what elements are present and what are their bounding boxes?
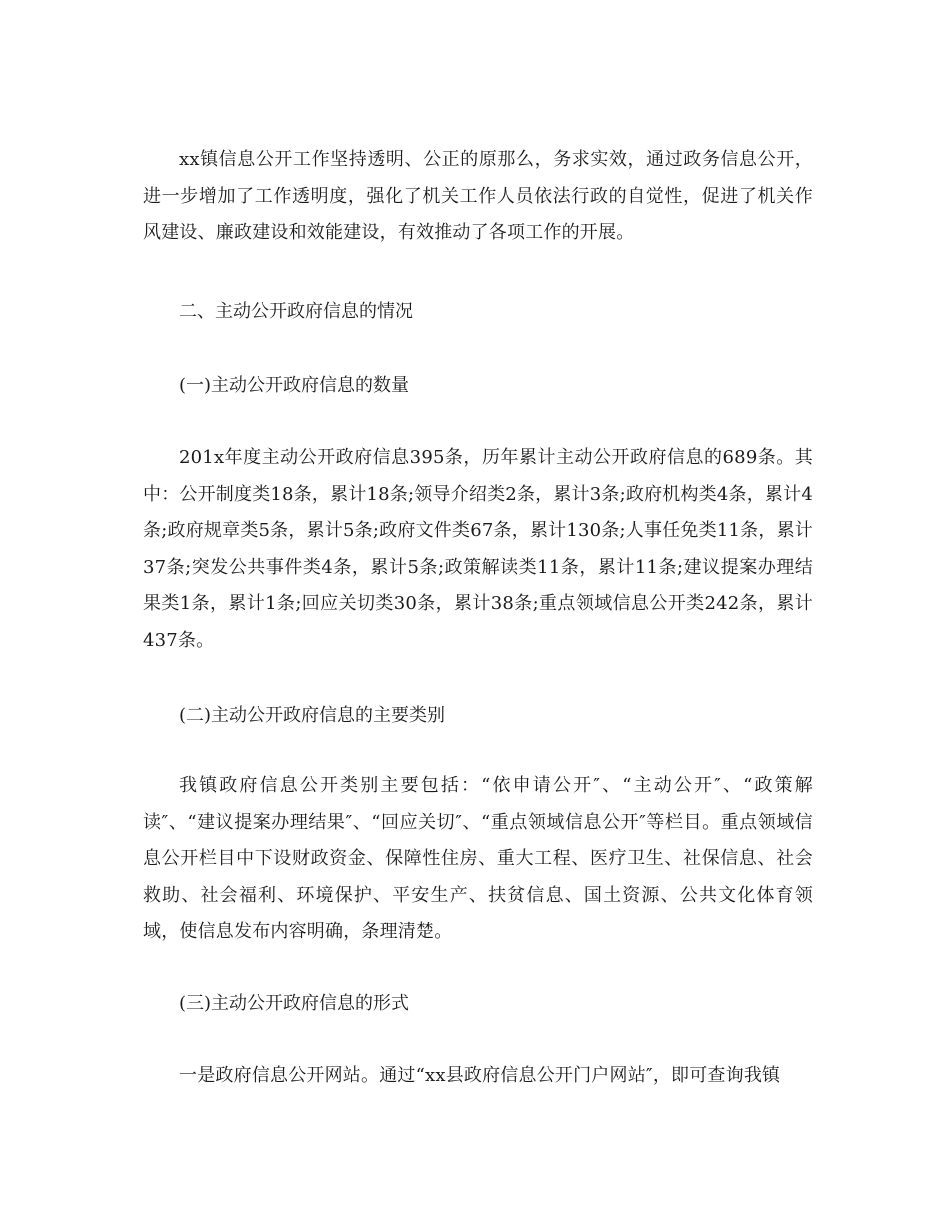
- subsection-heading-3: (三)主动公开政府信息的形式: [179, 993, 410, 1014]
- quantity-paragraph: 201x年度主动公开政府信息395条，历年累计主动公开政府信息的689条。其中：公开制度类18条，累计18条;领导介绍类2条，累计3条;政府机构类4条，累计4条;政府规章类5条，累计5条;政府文件类67条，累计130条;人事任免类11条，累计37条;突发公共事件类4条，累计5条;政策解读类11条，累计11条;建议提案办理结果类1条，累计1条;回应关切类30条，累计38条;重点领域信息公开类242条，累计437条。: [143, 447, 813, 651]
- subsection-heading-2: (二)主动公开政府信息的主要类别: [179, 705, 446, 726]
- form-paragraph: 一是政府信息公开网站。通过“xx县政府信息公开门户网站″，即可查询我镇: [179, 1065, 781, 1086]
- subsection-heading-1: (一)主动公开政府信息的数量: [179, 375, 410, 396]
- section-heading-2: 二、主动公开政府信息的情况: [179, 301, 413, 322]
- categories-paragraph: 我镇政府信息公开类别主要包括：“依申请公开″、“主动公开″、“政策解读″、“建议提案办理结果″、“回应关切″、“重点领域信息公开″等栏目。重点领域信息公开栏目中下设财政资金、保障性住房、重大工程、医疗卫生、社保信息、社会救助、社会福利、环境保护、平安生产、扶贫信息、国土资源、公共文化体育领域，使信息发布内容明确，条理清楚。: [143, 775, 813, 942]
- intro-paragraph: xx镇信息公开工作坚持透明、公正的原那么，务求实效，通过政务信息公开，进一步增加了工作透明度，强化了机关工作人员依法行政的自觉性，促进了机关作风建设、廉政建设和效能建设，有效推动了各项工作的开展。: [143, 149, 813, 243]
